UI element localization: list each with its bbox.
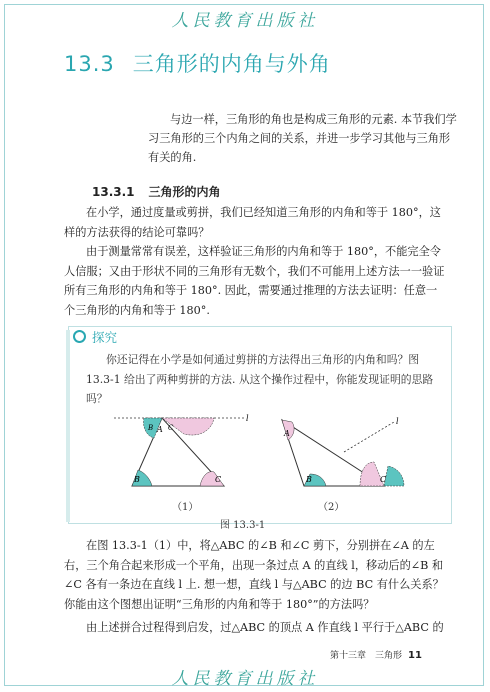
subsection-number: 13.3.1 <box>92 185 135 199</box>
subsection-heading <box>92 183 221 200</box>
section-title <box>64 48 331 78</box>
label-c-2: C <box>380 475 387 484</box>
explore-text: 你还记得在小学是如何通过剪拼的方法得出三角形的内角和吗？图 13.3-1 给出了两种剪拼的方法. 从这个操作过程中，你能发现证明的思路吗？ <box>86 353 434 405</box>
footer-publisher-logo: 人民教育出版社 <box>171 669 319 689</box>
moved-angle-b-2 <box>384 466 404 486</box>
subsection-title: 三角形的内角 <box>148 185 221 199</box>
figure-title: 图 13.3-1 <box>220 520 266 531</box>
label-a-2: A <box>284 429 290 438</box>
paragraph-2: 由于测量常常有误差，这样验证三角形的内角和等于 180°，不能完全令人信服；又由于形状不同的三角形有无数个，我们不可能用上述方法一一验证所有三角形的内角和等于 180°. 因此，需要通过推理的方法去证明：任意一个三角形的内角和等于 180°. <box>64 245 445 317</box>
paragraph-3: 在图 13.3-1（1）中，将△ABC 的∠B 和∠C 剪下，分别拼在∠A 的左右，三个角合起来形成一个平角，出现一条过点 A 的直线 l，移动后的∠B 和∠C 各有一条边在直线 l 上. 想一想，直线 l 与△ABC 的边 BC 有什么关系？你能由这个图想出证明“三角形的内角和等于 180°”的方法吗？ <box>64 539 444 611</box>
paragraph-4: 由上述拼合过程得到启发，过△ABC 的顶点 A 作直线 l 平行于△ABC 的 <box>86 621 444 634</box>
explore-title: 探究 <box>92 330 118 345</box>
explore-side-bar <box>66 330 70 522</box>
label-l-1: l <box>246 414 249 423</box>
label-c-1: C <box>215 475 222 484</box>
label-c-moved: C <box>168 424 174 432</box>
chapter-label: 第十三章 三角形 <box>330 651 403 661</box>
paragraph-1: 在小学，通过度量或剪拼，我们已经知道三角形的内角和等于 180°，这样的方法获得的结论可靠吗？ <box>64 206 441 239</box>
section-number: 13.3 <box>64 52 115 76</box>
label-b-2: B <box>306 475 312 484</box>
figure-caption-1: （1） <box>172 502 199 513</box>
section-intro: 与边一样，三角形的角也是构成三角形的元素. 本节我们学习三角形的三个内角之间的关系，并进一步学习其他与三角形有关的角. <box>148 113 457 164</box>
label-b-moved: B <box>148 424 154 432</box>
figure-caption-2: （2） <box>318 502 345 513</box>
figure-1 <box>114 414 249 486</box>
label-b-1: B <box>134 475 140 484</box>
page-number: 11 <box>408 650 422 661</box>
header-publisher-logo: 人民教育出版社 <box>171 11 319 31</box>
label-l-2: l <box>396 417 399 426</box>
label-a-1: A <box>157 425 163 434</box>
figure-2 <box>282 417 404 486</box>
figure-13-3-1 <box>104 412 424 502</box>
page-footer <box>330 648 422 661</box>
explore-icon <box>73 330 86 343</box>
section-title-text: 三角形的内角与外角 <box>132 52 331 76</box>
line-l-2 <box>344 422 394 452</box>
